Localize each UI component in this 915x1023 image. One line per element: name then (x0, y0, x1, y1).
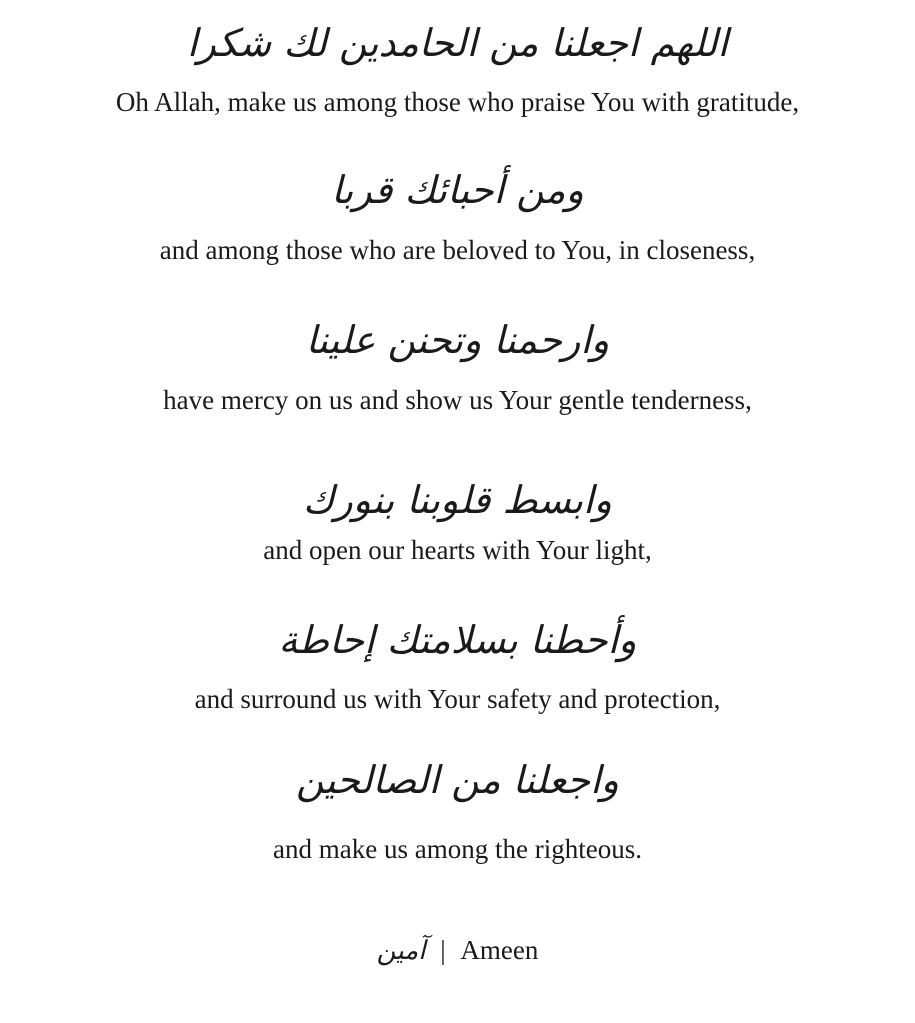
ameen-arabic: آمين (376, 936, 426, 966)
verse-4-arabic: وابسط قلوبنا بنورك (303, 478, 612, 522)
verse-1-arabic: اللهم اجعلنا من الحامدين لك شكرا (186, 21, 729, 65)
verse-6-arabic: واجعلنا من الصالحين (296, 758, 619, 802)
verse-4-english: and open our hearts with Your light, (263, 535, 652, 565)
closing-ameen (0, 930, 915, 971)
verse-1-english: Oh Allah, make us among those who praise You with gratitude, (115, 87, 800, 117)
verse-5-arabic: وأحطنا بسلامتك إحاطة (278, 618, 637, 662)
verse-2-english: and among those who are beloved to You, in closeness, (159, 235, 756, 265)
ameen-separator: | (440, 935, 446, 965)
verse-5-english: and surround us with Your safety and protection, (194, 684, 721, 714)
ameen-english: Ameen (460, 935, 539, 965)
verse-3-arabic: وارحمنا وتحنن علينا (305, 318, 610, 362)
verse-6-english: and make us among the righteous. (273, 834, 642, 864)
verse-3-english: have mercy on us and show us Your gentle tenderness, (163, 385, 752, 415)
verse-2-arabic: ومن أحبائك قربا (331, 168, 584, 212)
